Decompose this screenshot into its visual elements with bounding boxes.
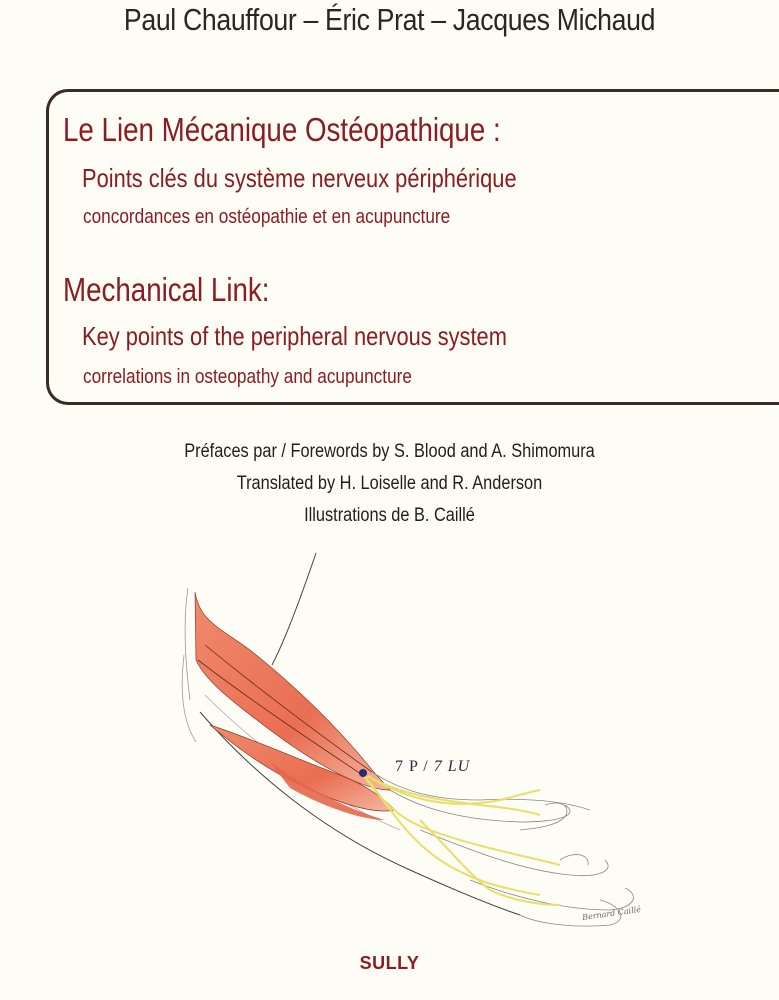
title-fr-main: Le Lien Mécanique Ostéopathique : xyxy=(63,111,501,148)
title-fr-tagline: concordances en ostéopathie et en acupuncture xyxy=(83,206,451,228)
translators-credit: Translated by H. Loiselle and R. Anderson xyxy=(236,473,543,494)
illustrator-signature: Bernard Caillé xyxy=(581,904,642,923)
authors-line: Paul Chauffour – Éric Prat – Jacques Michaud xyxy=(123,2,656,37)
title-en-tagline: correlations in osteopathy and acupuncture xyxy=(83,366,412,388)
publisher-logo: SULLY xyxy=(359,953,420,973)
illustrator-credit: Illustrations de B. Caillé xyxy=(304,505,475,526)
title-en-main: Mechanical Link: xyxy=(63,271,270,308)
forearm-anatomy-illustration xyxy=(150,545,670,945)
forewords-credit: Préfaces par / Forewords by S. Blood and A. Shimomura xyxy=(184,441,595,462)
title-fr-subtitle: Points clés du système nerveux périphérique xyxy=(82,163,517,193)
title-en-subtitle: Key points of the peripheral nervous system xyxy=(82,321,507,351)
acupoint-label-prefix: 7 P / xyxy=(395,758,434,775)
acupoint-label xyxy=(395,758,470,776)
acupoint-label-code: 7 LU xyxy=(433,758,471,775)
